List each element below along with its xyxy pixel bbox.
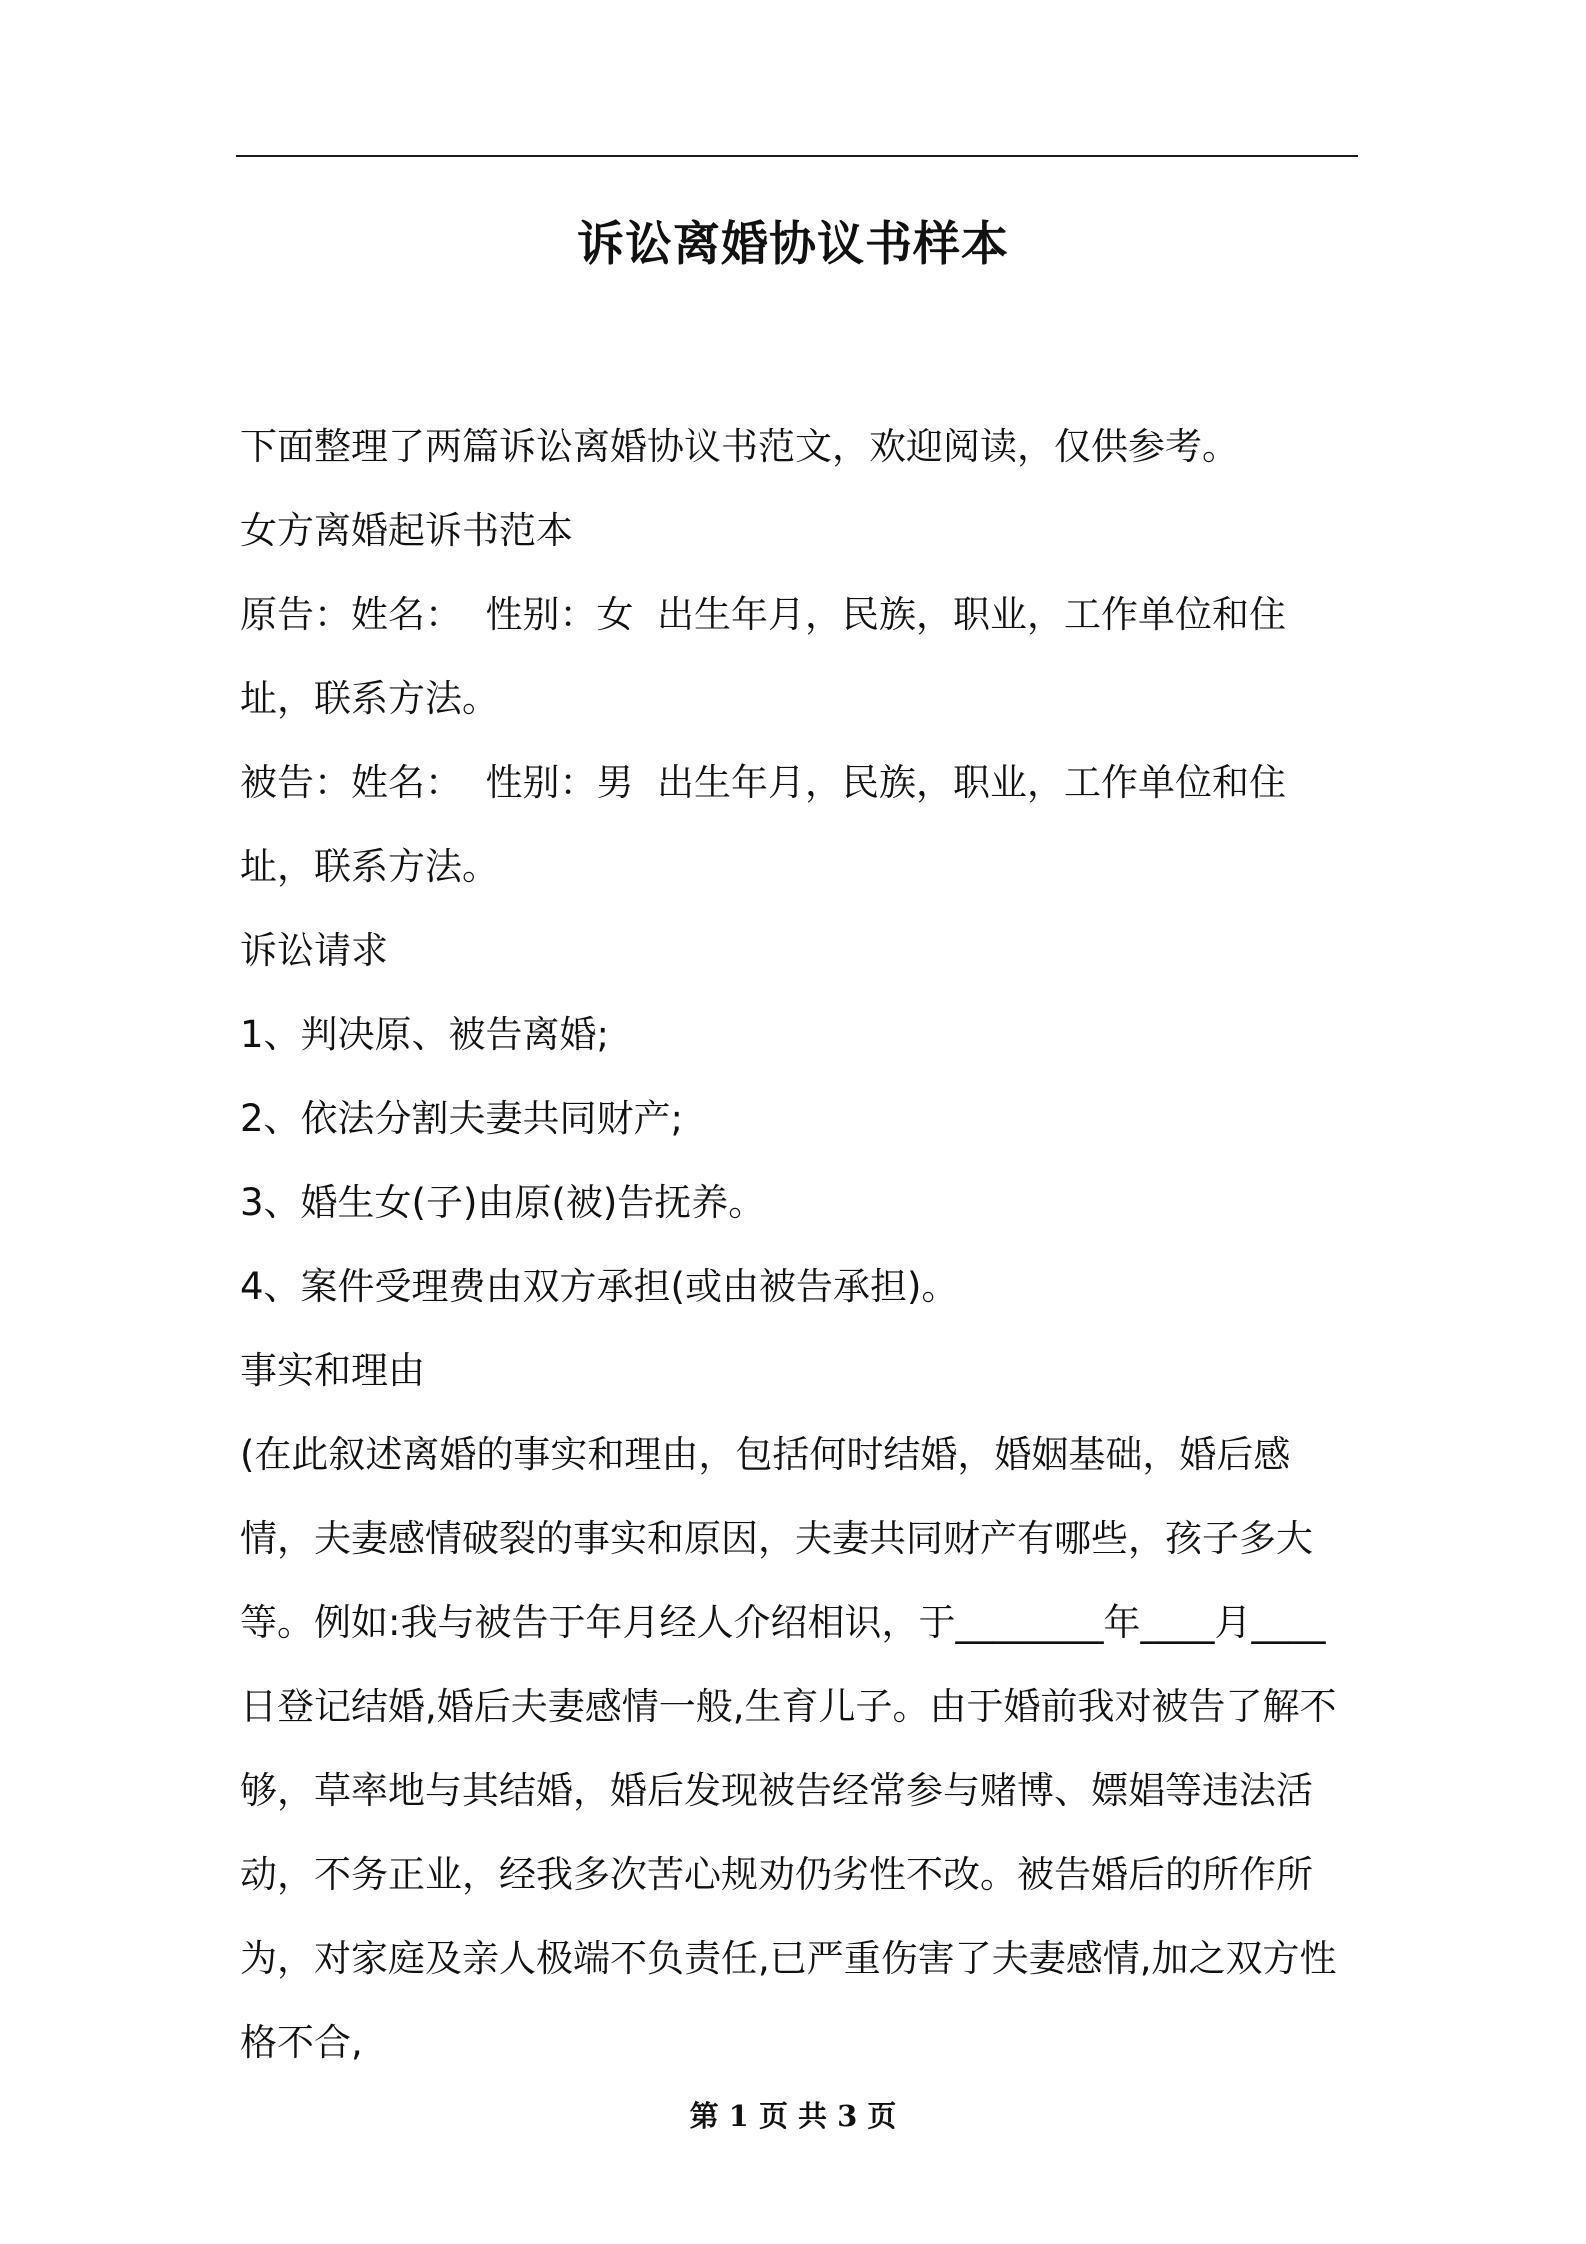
facts-paragraph: (在此叙述离婚的事实和理由，包括何时结婚，婚姻基础，婚后感情，夫妻感情破裂的事实和原因，夫妻共同财产有哪些，孩子多大等。例如:我与被告于年月经人介绍相识，于________年____月____日登记结婚,婚后夫妻感情一般,生育儿子。由于婚前我对被告了解不够，草率地与其结婚，婚后发现被告经常参与赌博、嫖娼等违法活动，不务正业，经我多次苦心规劝仍劣性不改。被告婚后的所作所为，对家庭及亲人极端不负责任,已严重伤害了夫妻感情,加之双方性格不合, bbox=[240, 1433, 1337, 2064]
intro-paragraph: 下面整理了两篇诉讼离婚协议书范文，欢迎阅读，仅供参考。 bbox=[240, 425, 1239, 468]
facts-heading: 事实和理由 bbox=[240, 1349, 425, 1392]
claim-item: 4、案件受理费由双方承担(或由被告承担)。 bbox=[240, 1265, 959, 1308]
document-title: 诉讼离婚协议书样本 bbox=[577, 217, 1009, 272]
section-heading: 女方离婚起诉书范本 bbox=[240, 509, 573, 552]
defendant-info: 被告：姓名： 性别：男 出生年月，民族，职业，工作单位和住址，联系方法。 bbox=[240, 761, 1287, 888]
page-number: 第 1 页 共 3 页 bbox=[689, 2099, 897, 2133]
header-rule bbox=[236, 155, 1358, 157]
plaintiff-info: 原告：姓名： 性别：女 出生年月，民族，职业，工作单位和住址，联系方法。 bbox=[240, 593, 1287, 720]
claim-item: 2、依法分割夫妻共同财产; bbox=[240, 1097, 684, 1140]
document-body bbox=[240, 405, 1360, 2085]
claim-item: 3、婚生女(子)由原(被)告抚养。 bbox=[240, 1181, 766, 1224]
claim-item: 1、判决原、被告离婚; bbox=[240, 1013, 610, 1056]
claims-heading: 诉讼请求 bbox=[240, 929, 388, 972]
